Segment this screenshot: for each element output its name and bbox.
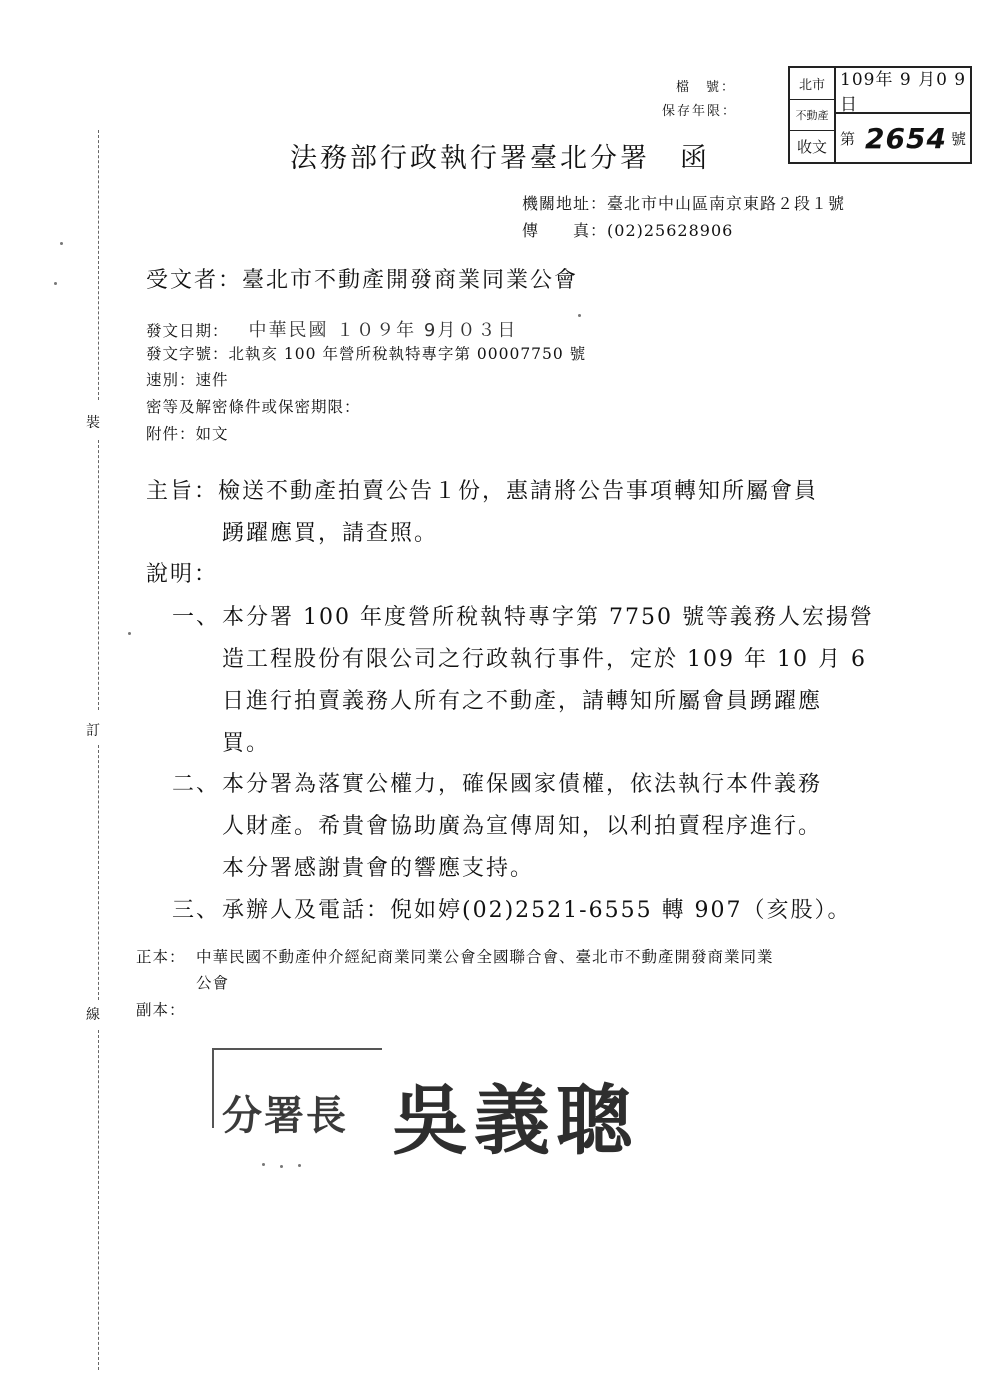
stamp-number: 2654 xyxy=(865,121,947,155)
stamp-org-line: 北市 xyxy=(790,68,834,100)
item-line: 人財產。希貴會協助廣為宣傳周知，以利拍賣程序進行。 xyxy=(222,814,823,839)
scan-speck xyxy=(262,1163,265,1166)
stamp-number-row xyxy=(836,114,970,162)
item-line: 承辦人及電話：倪如婷(02)2521-6555 轉 907（亥股）。 xyxy=(222,898,852,923)
scan-speck xyxy=(298,1164,301,1167)
item-line: 本分署為落實公權力，確保國家債權，依法執行本件義務 xyxy=(222,772,823,797)
subject-line-2: 踴躍應買，請查照。 xyxy=(222,521,439,546)
issue-date-label: 發文日期： xyxy=(146,322,229,340)
receipt-stamp xyxy=(788,66,972,164)
signature-name: 吳義聰 xyxy=(392,1076,638,1165)
fax-label: 傳 真： xyxy=(522,221,608,240)
stamp-org xyxy=(790,68,836,162)
main-recipient-line-1: 中華民國不動產仲介經紀商業同業公會全國聯合會、臺北市不動產開發商業同業 xyxy=(196,948,774,966)
scan-speck xyxy=(128,632,131,635)
document-title: 法務部行政執行署臺北分署 函 xyxy=(290,143,710,174)
issue-number: 發文字號：北執亥 100 年營所稅執特專字第 00007750 號 xyxy=(146,345,587,363)
issue-date-value: 中華民國 １０９年 9月０３日 xyxy=(248,320,518,341)
item-line: 本分署感謝貴會的響應支持。 xyxy=(222,856,535,881)
binding-mark: 訂 xyxy=(86,723,100,739)
binding-mark: 線 xyxy=(86,1007,100,1023)
item-line: 本分署 100 年度營所稅執特專字第 7750 號等義務人宏揚營 xyxy=(222,605,874,630)
signature-rule xyxy=(212,1048,382,1050)
explanation-heading: 說明： xyxy=(146,562,219,587)
stamp-number-suffix: 號 xyxy=(950,129,966,148)
binding-line xyxy=(98,130,99,400)
signature-stamp xyxy=(212,1046,682,1166)
fax-row xyxy=(522,218,733,241)
stamp-number-prefix: 第 xyxy=(840,129,856,148)
retention-label: 保存年限： xyxy=(662,104,738,119)
scan-speck xyxy=(280,1165,283,1168)
file-number-label: 檔 號： xyxy=(676,80,737,95)
speed-class: 速別：速件 xyxy=(146,371,229,389)
stamp-org-line: 收文 xyxy=(796,138,827,157)
main-recipient-label: 正本： xyxy=(136,948,186,966)
issue-date-row xyxy=(146,316,517,342)
item-marker: 三、 xyxy=(172,898,221,923)
recipient: 受文者：臺北市不動產開發商業同業公會 xyxy=(146,268,579,293)
agency-address: 機關地址：臺北市中山區南京東路２段１號 xyxy=(522,194,846,213)
binding-mark: 裝 xyxy=(86,415,100,431)
subject-line-1: 主旨：檢送不動產拍賣公告１份，惠請將公告事項轉知所屬會員 xyxy=(146,479,819,504)
signature-title: 分署長 xyxy=(222,1093,348,1139)
item-line: 買。 xyxy=(222,731,271,756)
item-line: 造工程股份有限公司之行政執行事件，定於 109 年 10 月 6 xyxy=(222,647,867,672)
signature-bracket xyxy=(212,1048,214,1128)
main-recipient-line-2: 公會 xyxy=(196,974,230,992)
binding-line xyxy=(98,440,99,710)
fax-number: (02)25628906 xyxy=(607,221,734,240)
scan-speck xyxy=(54,282,57,285)
stamp-date: 109年 9 月0 9日 xyxy=(836,68,970,114)
binding-line xyxy=(98,1030,99,1370)
item-marker: 二、 xyxy=(172,772,221,797)
secrecy-level: 密等及解密條件或保密期限： xyxy=(146,398,361,416)
binding-line xyxy=(98,745,99,1000)
item-line: 日進行拍賣義務人所有之不動產，請轉知所屬會員踴躍應 xyxy=(222,689,823,714)
attachment: 附件：如文 xyxy=(146,425,229,443)
copy-recipient-label: 副本： xyxy=(136,1001,186,1019)
item-marker: 一、 xyxy=(172,605,221,630)
scan-speck xyxy=(60,242,63,245)
scan-speck xyxy=(578,314,581,317)
stamp-org-line: 不動產 xyxy=(790,100,834,132)
